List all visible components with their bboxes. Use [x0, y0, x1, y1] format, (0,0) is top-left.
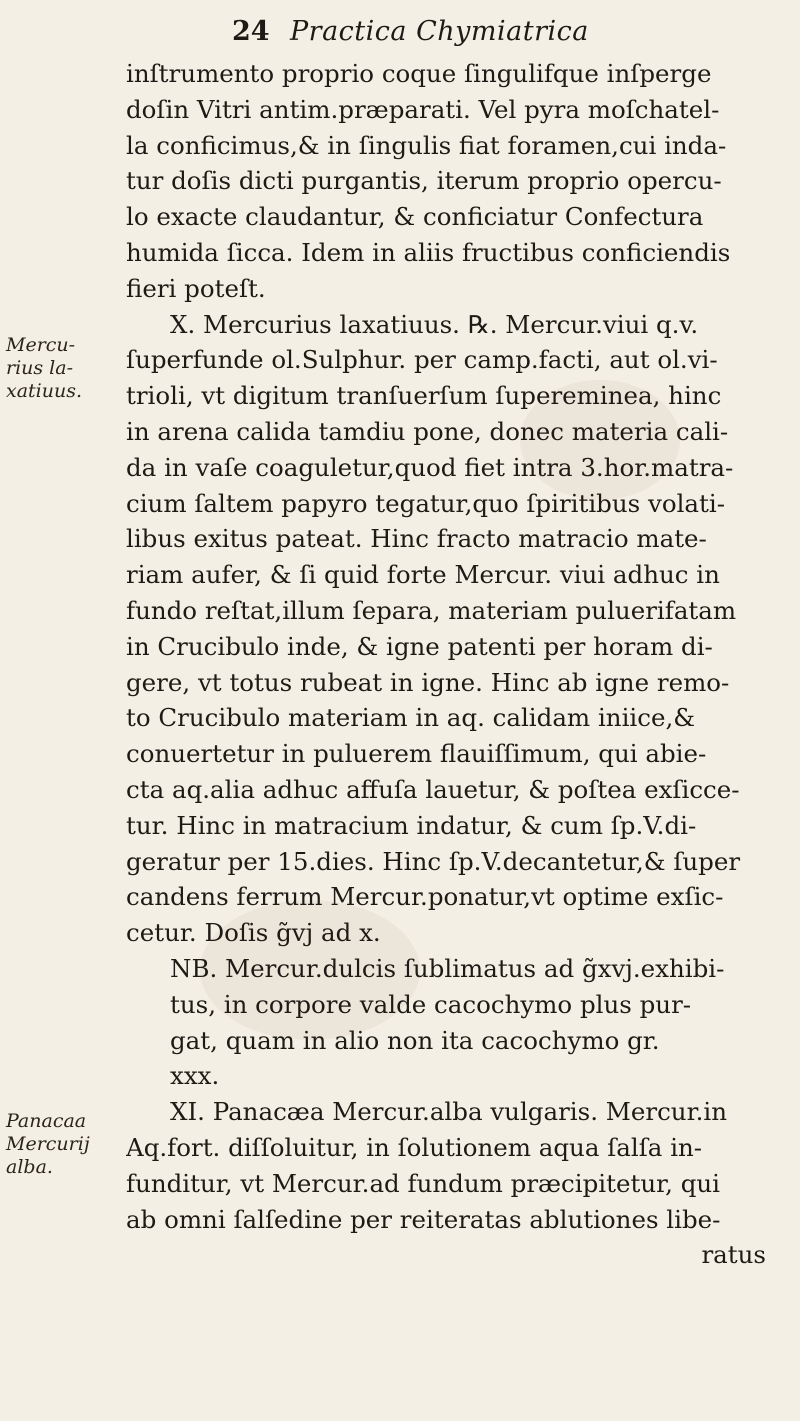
margin-note-line: rius la-: [6, 357, 74, 379]
text-line: tur doſis dicti purgantis, iterum proprio opercu-: [126, 166, 722, 196]
margin-note-panacaea: [6, 1110, 124, 1179]
text-line: riam aufer, & ſi quid forte Mercur. viui adhuc in: [126, 560, 720, 590]
text-line: la conficimus,& in ſingulis fiat foramen,cui inda-: [126, 130, 727, 160]
text-line: in arena calida tamdiu pone, donec materia cali-: [126, 416, 729, 446]
text-line: humida ſicca. Idem in aliis fructibus conficiendis: [126, 237, 731, 267]
body-text: [126, 56, 786, 1273]
text-line: xxx.: [170, 1061, 220, 1091]
text-line: inſtrumento proprio coque ſingulifque inſperge: [126, 59, 712, 88]
text-line: ab omni ſalſedine per reiteratas ablutiones libe-: [126, 1204, 721, 1234]
running-title: Practica Chymiatrica: [290, 16, 589, 47]
text-line: libus exitus pateat. Hinc fracto matracio mate-: [126, 524, 707, 554]
text-line: gere, vt totus rubeat in igne. Hinc ab igne remo-: [126, 667, 730, 697]
text-line: ſuperfunde ol.Sulphur. per camp.facti, aut ol.vi-: [126, 345, 718, 375]
section-heading-x: X. Mercurius laxatiuus. ℞. Mercur.viui q.v.: [170, 309, 699, 339]
text-line: tus, in corpore valde cacochymo plus pur-: [170, 989, 692, 1019]
page-header: [232, 10, 762, 54]
section-heading-xi: XI. Panacæa Mercur.alba vulgaris. Mercur.in: [170, 1097, 728, 1127]
text-line: cetur. Doſis g̃vj ad x.: [126, 918, 381, 948]
text-line: doſin Vitri antim.præparati. Vel pyra moſchatel-: [126, 94, 720, 124]
text-line: geratur per 15.dies. Hinc ſp.V.decantetur,& ſuper: [126, 846, 741, 876]
text-line: funditur, vt Mercur.ad fundum præcipitetur, qui: [126, 1168, 720, 1198]
text-line: to Crucibulo materiam in aq. calidam iniice,&: [126, 703, 696, 733]
text-line: fundo reſtat,illum ſepara, materiam puluerifatam: [126, 595, 737, 625]
text-line: cta aq.alia adhuc affuſa lauetur, & poſtea exſicce-: [126, 774, 740, 804]
text-line: gat, quam in alio non ita cacochymo gr.: [170, 1025, 660, 1055]
text-line: da in vaſe coaguletur,quod fiet intra 3.hor.matra-: [126, 452, 734, 482]
margin-note-line: xatiuus.: [6, 380, 83, 402]
text-line: cium ſaltem papyro tegatur,quo ſpiritibus volati-: [126, 488, 725, 518]
page-number: 24: [232, 16, 270, 47]
margin-note-line: Mercurij: [6, 1133, 90, 1155]
margin-note-line: Panacaa: [6, 1110, 87, 1132]
text-line: fieri poteſt.: [126, 273, 266, 303]
text-line: Aq.fort. diſſoluitur, in ſolutionem aqua ſalſa in-: [126, 1132, 703, 1162]
text-line: candens ferrum Mercur.ponatur,vt optime exſic-: [126, 882, 724, 912]
nota-bene-line: NB. Mercur.dulcis ſublimatus ad g̃xvj.exhibi-: [170, 953, 725, 983]
text-line: tur. Hinc in matracium indatur, & cum ſp.V.di-: [126, 810, 697, 840]
margin-note-line: alba.: [6, 1156, 53, 1178]
catchword: ratus: [701, 1240, 766, 1270]
text-line: in Crucibulo inde, & igne patenti per horam di-: [126, 631, 713, 661]
text-line: trioli, vt digitum tranſuerſum ſupereminea, hinc: [126, 381, 722, 411]
text-line: conuertetur in puluerem flauiſſimum, qui abie-: [126, 739, 707, 769]
margin-note-line: Mercu-: [6, 334, 76, 356]
text-line: lo exacte claudantur, & conficiatur Confectura: [126, 202, 704, 232]
margin-note-mercurius-laxatiuus: [6, 334, 124, 403]
